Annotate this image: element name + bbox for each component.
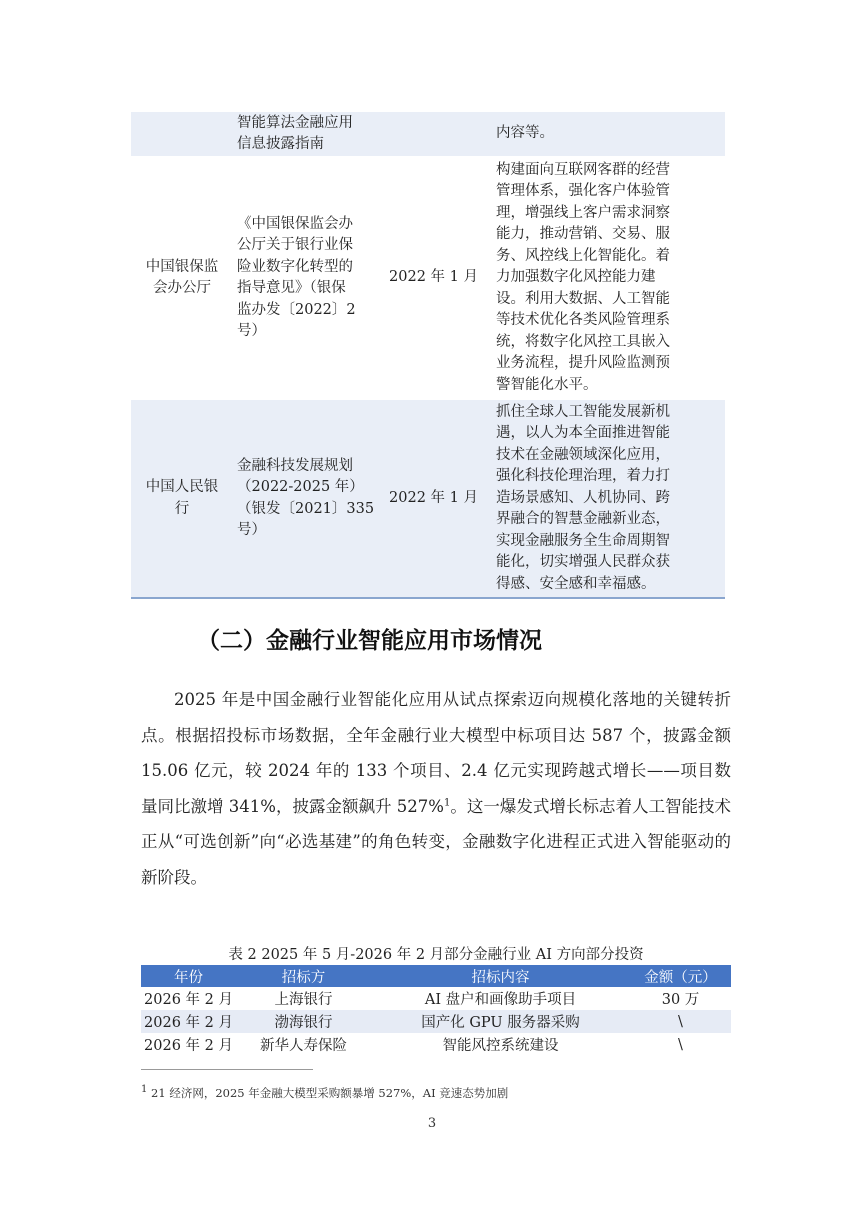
cell-agency bbox=[131, 112, 233, 156]
paragraph-text-part1: 2025 年是中国金融行业智能化应用从试点探索迈向规模化落地的关键转折点。根据招投标市场数据，全年金融行业大模型中标项目达 587 个，披露金额 15.06 亿元，较 2024 年的 133 个项目、2.4 亿元实现跨越式增长——项目数量同比激增 341%，披露金额飙升 527% bbox=[141, 690, 731, 816]
cell-line: 能化，切实增强人民群众获 bbox=[496, 554, 670, 571]
cell-line: 警智能化水平。 bbox=[496, 376, 598, 393]
section-title: （二）金融行业智能应用市场情况 bbox=[197, 628, 542, 654]
cell-line: 技术在金融领域深化应用， bbox=[496, 446, 670, 463]
cell-line: 金融科技发展规划 bbox=[237, 457, 353, 474]
page-number: 3 bbox=[427, 1116, 437, 1131]
header-amount: 金额（元） bbox=[630, 965, 731, 987]
cell-line: 理，增强线上客户需求洞察 bbox=[496, 204, 670, 221]
footnote-text: 21 经济网，2025 年金融大模型采购额暴增 527%，AI 竞速态势加剧 bbox=[151, 1086, 509, 1100]
cell-line: 抓住全球人工智能发展新机 bbox=[496, 403, 670, 420]
cell-line: 造场景感知、人机协同、跨 bbox=[496, 489, 670, 506]
cell-bidder: 渤海银行 bbox=[236, 1010, 371, 1033]
table-row bbox=[141, 1033, 731, 1056]
footnote-divider bbox=[141, 1069, 313, 1070]
cell-amount: 30 万 bbox=[661, 992, 700, 1008]
cell-date bbox=[379, 112, 488, 156]
cell-line: 界融合的智慧金融新业态， bbox=[496, 511, 670, 528]
policy-table-body bbox=[131, 112, 725, 598]
cell-date: 2022 年 1 月 bbox=[379, 400, 488, 598]
table-caption: 表 2 2025 年 5 月-2026 年 2 月部分金融行业 AI 方向部分投资 bbox=[228, 947, 644, 963]
policy-table-row bbox=[131, 400, 725, 598]
cell-line: 号） bbox=[237, 522, 266, 538]
cell-year: 2026 年 2 月 bbox=[144, 1038, 233, 1054]
cell-line: 设。利用大数据、人工智能 bbox=[496, 290, 670, 307]
table-row bbox=[141, 1010, 731, 1033]
paragraph-text-part2: 。这一爆发式增长标志着人工智能技术正从“可选创新”向“必选基建”的角色转变，金融数字化进程正式进入智能驱动的新阶段。 bbox=[141, 796, 731, 887]
cell-line: 号） bbox=[237, 323, 266, 339]
policy-table-row bbox=[131, 156, 725, 400]
cell-line: 公厅关于银行业保 bbox=[237, 237, 353, 253]
cell-content: 智能风控系统建设 bbox=[442, 1038, 559, 1054]
cell-document bbox=[233, 156, 379, 400]
cell-document bbox=[233, 112, 379, 156]
cell-line: 中国银保监 bbox=[145, 258, 219, 275]
cell-line: 管理体系，强化客户体验管 bbox=[496, 183, 670, 200]
cell-amount: \ bbox=[678, 1036, 683, 1053]
cell-line: 等技术优化各类风险管理系 bbox=[496, 312, 670, 329]
cell-line: 遇，以人为本全面推进智能 bbox=[496, 425, 670, 442]
footnote bbox=[141, 1085, 508, 1101]
cell-line: 智能算法金融应用 bbox=[237, 114, 353, 131]
table-row bbox=[141, 987, 731, 1010]
cell-content bbox=[488, 400, 725, 598]
cell-bidder: 新华人寿保险 bbox=[260, 1038, 347, 1054]
cell-content: AI 盘户和画像助手项目 bbox=[424, 992, 577, 1008]
cell-line: 信息披露指南 bbox=[237, 136, 324, 152]
cell-document bbox=[233, 400, 379, 598]
policy-table-row bbox=[131, 112, 725, 156]
cell-line: 务、风控线上化智能化。着 bbox=[496, 247, 670, 264]
policy-table bbox=[131, 112, 725, 599]
cell-line: 内容等。 bbox=[496, 125, 554, 142]
cell-line: 强化科技伦理治理，着力打 bbox=[496, 468, 670, 485]
cell-year: 2026 年 2 月 bbox=[141, 1010, 236, 1033]
cell-line: 行 bbox=[174, 500, 190, 517]
cell-line: 险业数字化转型的 bbox=[237, 258, 353, 275]
cell-line: 实现金融服务全生命周期智 bbox=[496, 532, 670, 549]
cell-date: 2022 年 1 月 bbox=[389, 269, 478, 286]
cell-amount: \ bbox=[630, 1010, 731, 1033]
cell-line: 《中国银保监会办 bbox=[237, 215, 353, 232]
cell-content bbox=[488, 112, 725, 156]
cell-line: 指导意见》（银保 bbox=[237, 280, 346, 296]
cell-line: 会办公厅 bbox=[153, 280, 211, 296]
footnote-reference[interactable]: 1 bbox=[443, 797, 451, 808]
cell-year: 2026 年 2 月 bbox=[144, 992, 233, 1008]
cell-agency bbox=[131, 156, 233, 400]
cell-bidder: 上海银行 bbox=[274, 992, 333, 1008]
cell-line: 监办发〔2022〕2 bbox=[237, 301, 356, 318]
cell-line: 业务流程，提升风险监测预 bbox=[496, 355, 670, 372]
cell-line: 构建面向互联网客群的经营 bbox=[496, 161, 670, 178]
cell-line: 力加强数字化风控能力建 bbox=[496, 269, 656, 286]
investment-table-header-row bbox=[141, 965, 731, 987]
cell-line: 能力，推动营销、交易、服 bbox=[496, 226, 670, 243]
investment-table bbox=[141, 965, 731, 1056]
cell-line: 得感、安全感和幸福感。 bbox=[496, 575, 656, 592]
cell-line: 中国人民银 bbox=[145, 479, 219, 495]
header-content: 招标内容 bbox=[371, 965, 630, 987]
footnote-marker: 1 bbox=[141, 1084, 148, 1096]
cell-content bbox=[488, 156, 725, 400]
cell-line: 统，将数字化风控工具嵌入 bbox=[496, 333, 670, 350]
cell-content: 国产化 GPU 服务器采购 bbox=[371, 1010, 630, 1033]
cell-line: （银发〔2021〕335 bbox=[237, 500, 375, 517]
header-year: 年份 bbox=[141, 965, 236, 987]
body-paragraph bbox=[141, 682, 731, 895]
cell-agency bbox=[131, 400, 233, 598]
cell-line: （2022-2025 年） bbox=[237, 479, 364, 495]
header-bidder: 招标方 bbox=[236, 965, 371, 987]
